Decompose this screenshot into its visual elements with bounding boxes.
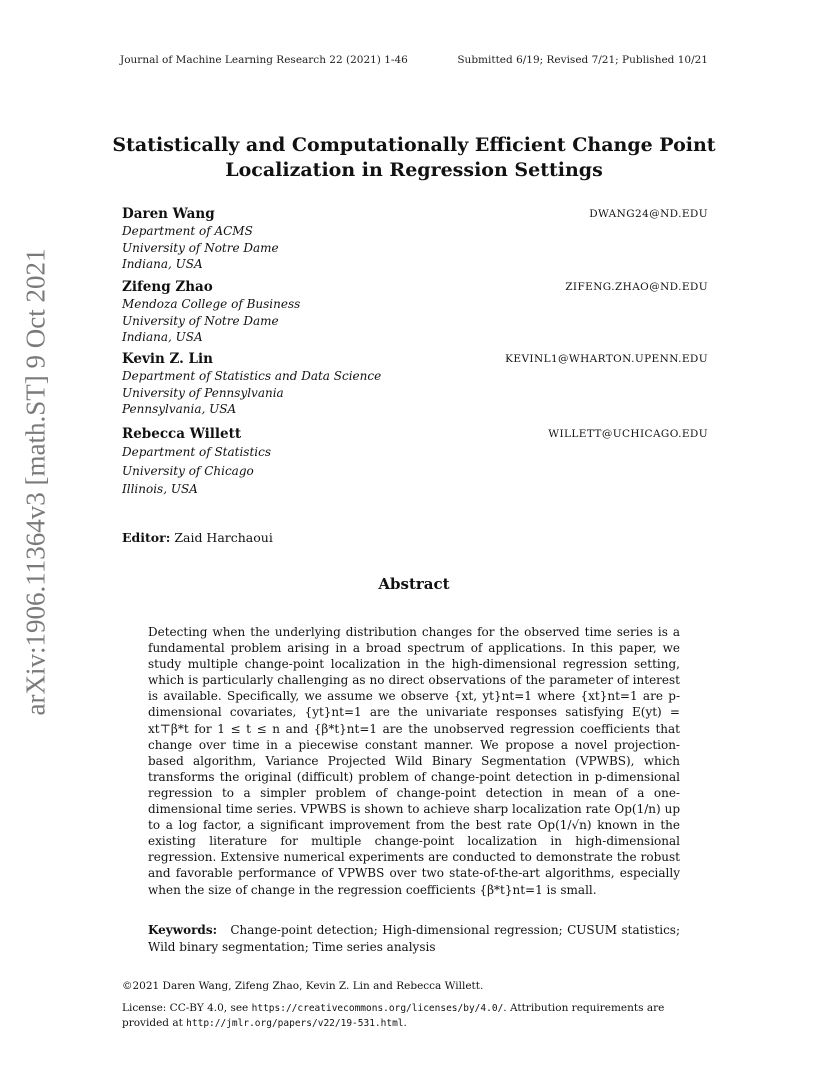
editor-line (122, 530, 273, 545)
keywords-label: Keywords: (148, 923, 218, 937)
author-affiliation-line: Department of ACMS (122, 224, 253, 238)
copyright-notice: ©2021 Daren Wang, Zifeng Zhao, Kevin Z. Lin and Rebecca Willett. (122, 980, 484, 992)
author-affiliation-line: Pennsylvania, USA (122, 402, 237, 416)
author-affiliation-line: University of Notre Dame (122, 313, 279, 328)
editor-name: Zaid Harchaoui (174, 530, 273, 545)
submission-dates: Submitted 6/19; Revised 7/21; Published 10/21 (457, 54, 708, 66)
author-block-1 (122, 206, 708, 273)
author-name: Kevin Z. Lin (122, 351, 213, 367)
title-line-1: Statistically and Computationally Efficient Change Point (112, 134, 716, 156)
abstract-heading: Abstract (378, 575, 450, 593)
abstract-text: Detecting when the underlying distribution changes for the observed time series is a fundamental problem arising in a broad spectrum of applications. In this paper, we study multiple change-point localization in the high-dimensional regression setting, which is particularly challenging as no direct observations of the parameter of interest is available. Specifically, we assume we observe {xt, yt}nt=1 where {xt}nt=1 are p-dimensional covariates, {yt}nt=1 are the univariate responses satisfying E(yt) = xt⊤β*t for 1 ≤ t ≤ n and {β*t}nt=1 are the unobserved regression coefficients that change over time in a piecewise constant manner. We propose a novel projection-based algorithm, Variance Projected Wild Binary Segmentation (VPWBS), which transforms the original (difficult) problem of change-point detection in p-dimensional regression to a simpler problem of change-point detection in mean of a one-dimensional time series. VPWBS is shown to achieve sharp localization rate Op(1/n) up to a log factor, a significant improvement from the best rate Op(1/√n) known in the existing literature for multiple change-point localization in high-dimensional regression. Extensive numerical experiments are conducted to demonstrate the robust and favorable performance of VPWBS over two state-of-the-art algorithms, especially when the size of change in the regression coefficients {β*t}nt=1 is small. (148, 625, 680, 897)
author-affiliation-line: Indiana, USA (122, 330, 203, 344)
license-middle: . Attribution requirements are provided at (122, 1002, 665, 1029)
author-affiliation-line: Department of Statistics (122, 445, 271, 459)
arxiv-stamp: arXiv:1906.11364v3 [math.ST] 9 Oct 2021 (20, 248, 51, 716)
author-name: Rebecca Willett (122, 426, 242, 442)
editor-label: Editor: (122, 530, 171, 545)
author-affiliation-line: University of Pennsylvania (122, 385, 284, 400)
author-affiliation-line: Department of Statistics and Data Science (122, 369, 382, 383)
license-url[interactable]: https://creativecommons.org/licenses/by/4.0/ (251, 1003, 504, 1014)
author-affiliation-line: University of Notre Dame (122, 240, 279, 255)
author-name: Zifeng Zhao (122, 279, 213, 295)
license-suffix: . (403, 1017, 407, 1029)
author-email[interactable]: WILLETT@UCHICAGO.EDU (548, 428, 708, 440)
author-affiliation-line: Indiana, USA (122, 257, 203, 271)
paper-url[interactable]: http://jmlr.org/papers/v22/19-531.html (186, 1018, 404, 1029)
author-block-2 (122, 279, 708, 346)
license-notice (122, 1001, 708, 1031)
keywords-block (148, 922, 680, 955)
paper-title (100, 133, 728, 183)
title-line-2: Localization in Regression Settings (225, 159, 603, 181)
author-email[interactable]: KEVINL1@WHARTON.UPENN.EDU (505, 353, 708, 365)
journal-citation: Journal of Machine Learning Research 22 (2021) 1-46 (120, 54, 408, 66)
license-prefix: License: CC-BY 4.0, see (122, 1002, 249, 1014)
author-email[interactable]: DWANG24@ND.EDU (589, 208, 708, 220)
author-block-4 (122, 426, 708, 499)
author-affiliation-line: University of Chicago (122, 463, 254, 478)
author-block-3 (122, 351, 708, 418)
author-email[interactable]: ZIFENG.ZHAO@ND.EDU (565, 281, 708, 293)
author-affiliation-line: Illinois, USA (122, 482, 198, 496)
author-name: Daren Wang (122, 206, 215, 222)
author-affiliation-line: Mendoza College of Business (122, 297, 301, 311)
keywords-text: Change-point detection; High-dimensional regression; CUSUM statistics; Wild binary segmentation; Time series analysis (148, 923, 680, 954)
